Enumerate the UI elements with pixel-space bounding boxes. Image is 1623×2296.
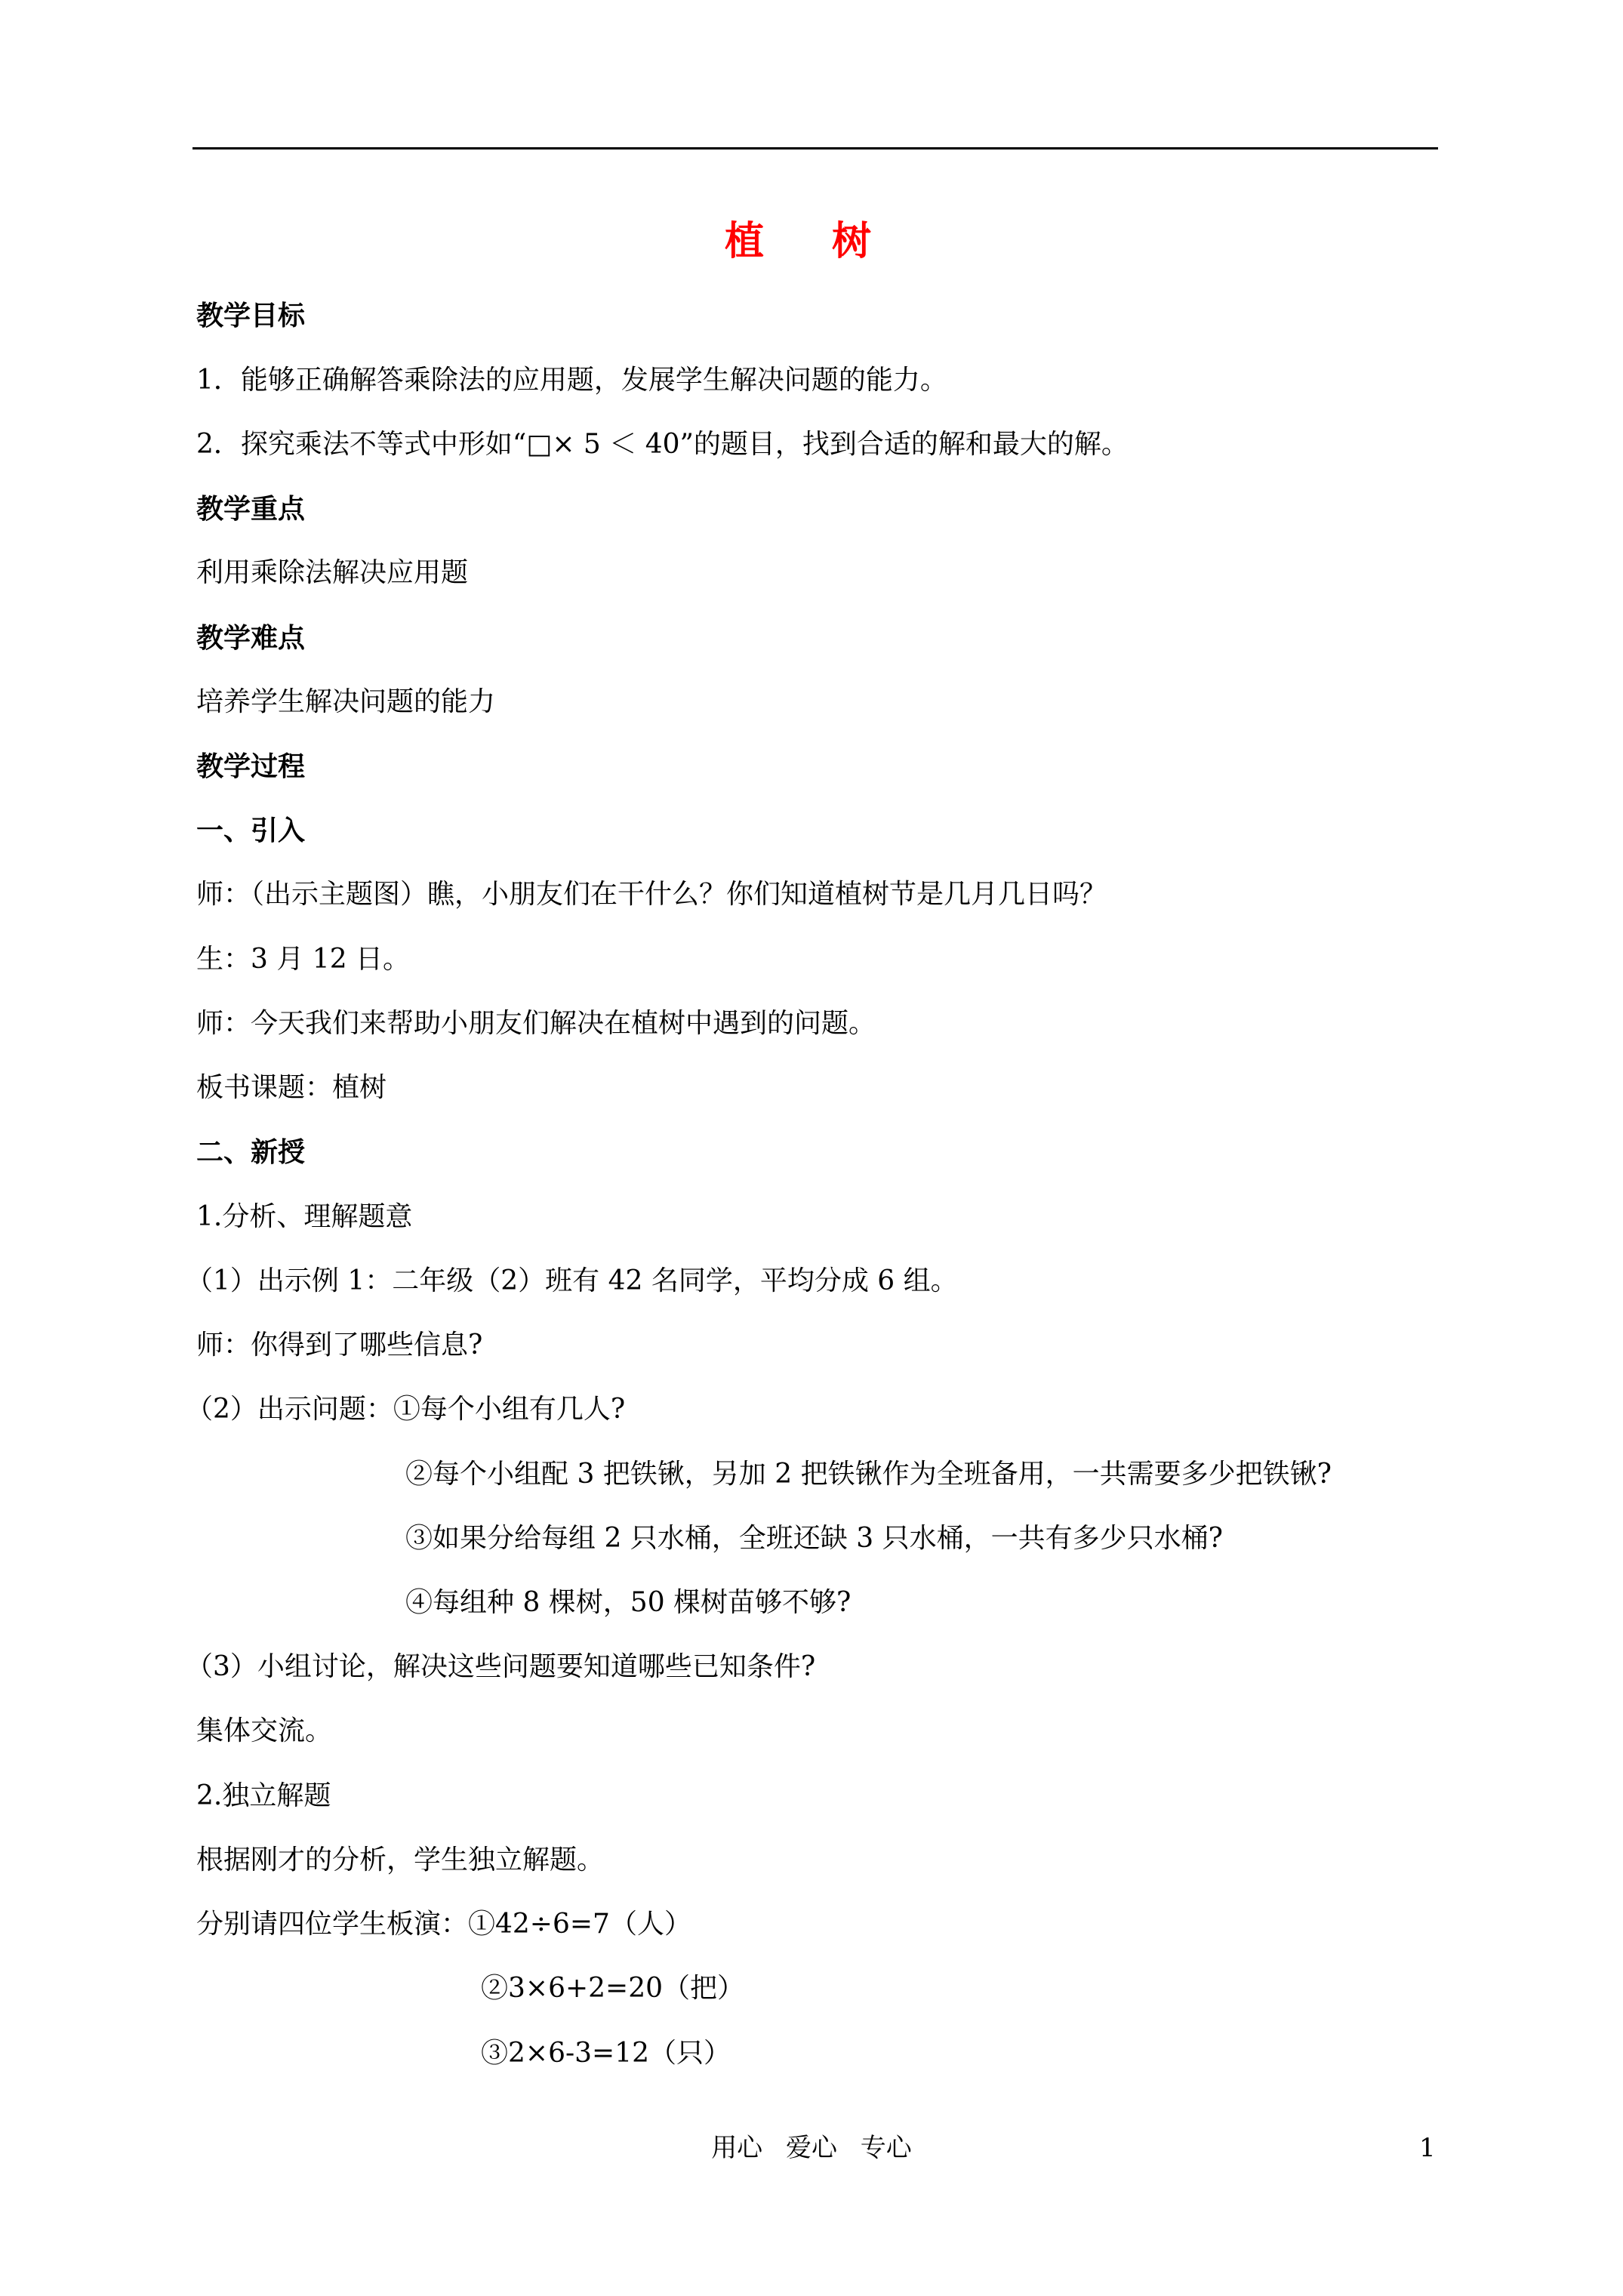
independent-solving-line: 根据刚才的分析，学生独立解题。 — [196, 1845, 605, 1875]
section-new-lesson: 二、新授 — [196, 1136, 306, 1168]
header-rule — [192, 147, 1438, 149]
dialogue-teacher-1: 师：（出示主题图）瞧，小朋友们在干什么？你们知道植树节是几月几日吗？ — [196, 879, 1107, 910]
difficulty-text: 培养学生解决问题的能力 — [196, 686, 496, 717]
step-2-heading: 2.独立解题 — [196, 1780, 331, 1811]
heading-teaching-process: 教学过程 — [196, 750, 306, 782]
document-title: 植 树 — [724, 218, 899, 264]
collective-exchange-line: 集体交流。 — [196, 1715, 333, 1746]
board-work-line-3: ③2×6-3=12（只） — [481, 2038, 731, 2069]
example-1-line: （1）出示例 1：二年级（2）班有 42 名同学，平均分成 6 组。 — [186, 1265, 958, 1296]
key-point-text: 利用乘除法解决应用题 — [196, 557, 469, 588]
page-number: 1 — [1419, 2133, 1436, 2163]
heading-teaching-goals: 教学目标 — [196, 300, 306, 331]
group-discussion-line: （3）小组讨论，解决这些问题要知道哪些已知条件? — [186, 1651, 816, 1682]
board-work-line-2: ②3×6+2=20（把） — [481, 1973, 745, 2004]
section-introduction: 一、引入 — [196, 815, 306, 846]
question-3-line: ③如果分给每组 2 只水桶，全班还缺 3 只水桶，一共有多少只水桶? — [405, 1523, 1223, 1554]
heading-key-points: 教学重点 — [196, 493, 306, 525]
dialogue-teacher-2: 师：今天我们来帮助小朋友们解决在植树中遇到的问题。 — [196, 1008, 876, 1039]
heading-difficulties: 教学难点 — [196, 622, 306, 654]
dialogue-student-1: 生：3 月 12 日。 — [196, 944, 411, 975]
step-1-heading: 1.分析、理解题意 — [196, 1201, 413, 1232]
board-title-line: 板书课题：植树 — [196, 1072, 387, 1103]
dialogue-teacher-3: 师：你得到了哪些信息? — [196, 1330, 483, 1361]
goal-1: 1．能够正确解答乘除法的应用题，发展学生解决问题的能力。 — [196, 365, 947, 396]
question-1-line: （2）出示问题：①每个小组有几人? — [186, 1394, 626, 1425]
goal-2: 2．探究乘法不等式中形如“□× 5 ＜ 40”的题目，找到合适的解和最大的解。 — [196, 429, 1129, 460]
board-work-line-1: 分别请四位学生板演：①42÷6=7（人） — [196, 1909, 691, 1940]
footer-motto: 用心 爱心 专心 — [711, 2133, 912, 2163]
question-4-line: ④每组种 8 棵树，50 棵树苗够不够? — [405, 1587, 852, 1618]
question-2-line: ②每个小组配 3 把铁锹，另加 2 把铁锹作为全班备用，一共需要多少把铁锹? — [405, 1459, 1332, 1490]
